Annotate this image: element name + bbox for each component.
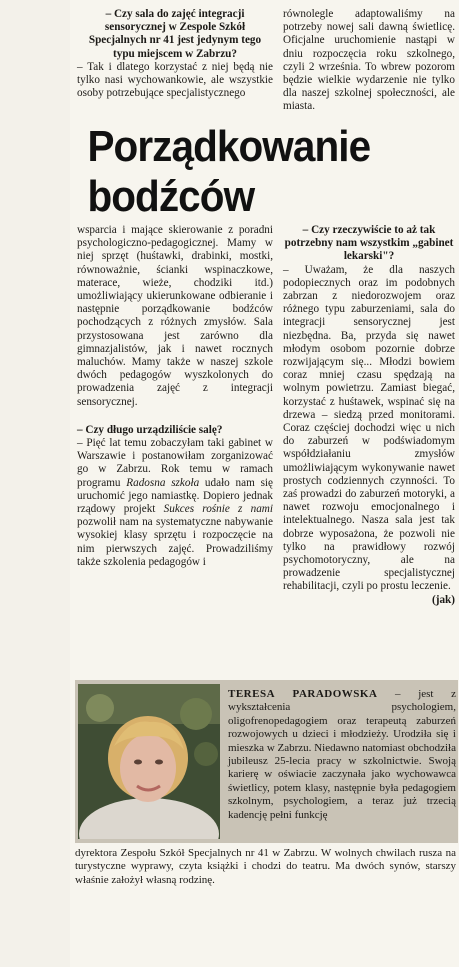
headline-text: Porządkowanie bodźców	[87, 122, 371, 221]
answer-2-part-3: pozwolił nam na systematyczne nabywanie wysokiej klasy sprzętu i rozpoczęcie na nim pierwszych zajęć. Prowadziliśmy także szkolenia pedagogów i	[77, 516, 273, 568]
left-paragraph-1: wsparcia i mające skierowanie z poradni psychologiczno-pedagogicznej. Mamy w niej sprzęt (huśtawki, drabinki, mostki, równoważnie, ścianki wspinaczkowe, materace, wieże, chodziki itd.) umożliwiający ukierunkowane odbieranie i następnie porządkowanie bodźców pochodzących z różnych zmysłów. Sala przystosowana jest zarówno dla gimnazjalistów, jak i nawet rocznych maluchów. Mamy także w naszej szkole dwóch pedagogów wyszkolonych do prowadzenia zajęć z integracji sensorycznej.	[77, 224, 273, 408]
question-1: – Czy sala do zajęć integracji sensorycznej w Zespole Szkół Specjalnych nr 41 jest jedynym tego typu miejscem w Zabrzu?	[77, 8, 273, 61]
left-column	[77, 224, 273, 569]
answer-3-text: Uważam, że dla naszych podopiecznych oraz im podobnych zabrzan z niedorozwojem oraz różnego typu zaburzeniami, sala do integracji sensorycznej jest niezbędna. Ba, przyda się nawet młodym osobom pozornie dobrze rozwijającym się... Młodzi bowiem coraz mniej czasu spędzają na wolnym powietrzu. Zamiast biegać, korzystać z huśtawek, wspinać się na drzewa – siedzą przed monitorami. Coraz częściej dochodzi więc u nich do zaburzeń w podświadomym współdziałaniu zmysłów umożliwiającym wykonywanie nawet prostych codziennych czynności. To zaś prowadzi do zaburzeń motoryki, a nawet rozwoju emocjonalnego i intelektualnego. Nasza sala jest tak dobrze wyposażona, że pozwoli nie tylko na prawidłowy rozwój psychomotoryczny, ale na prowadzenie specjalistycznej rehabilitacji, czyli po prostu leczenie.	[283, 263, 456, 593]
top-right-paragraph: równolegle adaptowaliśmy na potrzeby nowej sali dawną świetlicę. Oficjalne uruchomienie nastąpi w dniu rozpoczęcia roku szkolnego, czyli 2 września. To wbrew pozorom będzie wielkie wydarzenie nie tylko dla naszej szkolnej społeczności, ale miasta.	[283, 8, 455, 113]
headline	[72, 122, 458, 221]
author-signature: (jak)	[432, 593, 455, 606]
question-2: – Czy długo urządziliście salę?	[77, 424, 273, 437]
bio-name: TERESA PARADOWSKA	[228, 688, 378, 700]
bio-continued: dyrektora Zespołu Szkół Specjalnych nr 41 w Zabrzu. W wolnych chwilach rusza na turystyczne wyprawy, czyta książki i chodzi do teatru. Ma dwóch synów, starszy właśnie założył własną rodzinę.	[75, 847, 456, 886]
bio-text	[228, 688, 456, 822]
answer-1: – Tak i dlatego korzystać z niej będą nie tylko nasi wychowankowie, ale wszystkie osoby potrzebujące specjalistycznego	[77, 61, 273, 101]
bio-description: – jest z wykształcenia psychologiem, oligofrenopedagogiem oraz terapeutą zaburzeń rozwojowych u dzieci i młodzieży. Urodziła się i mieszka w Zabrzu. Niedawno natomiast obchodziła jubileusz 25-lecia pracy w szkolnictwie. Swoją karierę w oświacie zaczynała jako wychowawca świetlicy, potem klasy, następnie była pedagogiem szkolnym, psychologiem, a teraz już trzecią kadencję pełni funkcję	[228, 688, 456, 821]
right-column	[283, 224, 455, 607]
answer-2-part-2: udało nam się uruchomić jego namiastkę. Dopiero jednak rządowy projekt	[77, 476, 273, 516]
program-name: Radosna szkoła	[126, 476, 200, 489]
answer-2-part-1: Pięć lat temu zobaczyłam taki gabinet w Warszawie i postanowiłam zorganizować go w Zabrzu. Rok temu w ramach programu	[77, 437, 273, 489]
answer-2	[77, 437, 273, 569]
question-3: – Czy rzeczywiście to aż tak potrzebny nam wszystkim „gabinet lekarski"?	[283, 224, 455, 264]
top-right-column	[283, 8, 455, 114]
portrait-image	[78, 684, 220, 839]
top-left-column	[77, 8, 273, 100]
answer-3	[283, 263, 456, 606]
portrait-photo	[78, 684, 220, 839]
project-name: Sukces rośnie z nami	[163, 503, 273, 516]
